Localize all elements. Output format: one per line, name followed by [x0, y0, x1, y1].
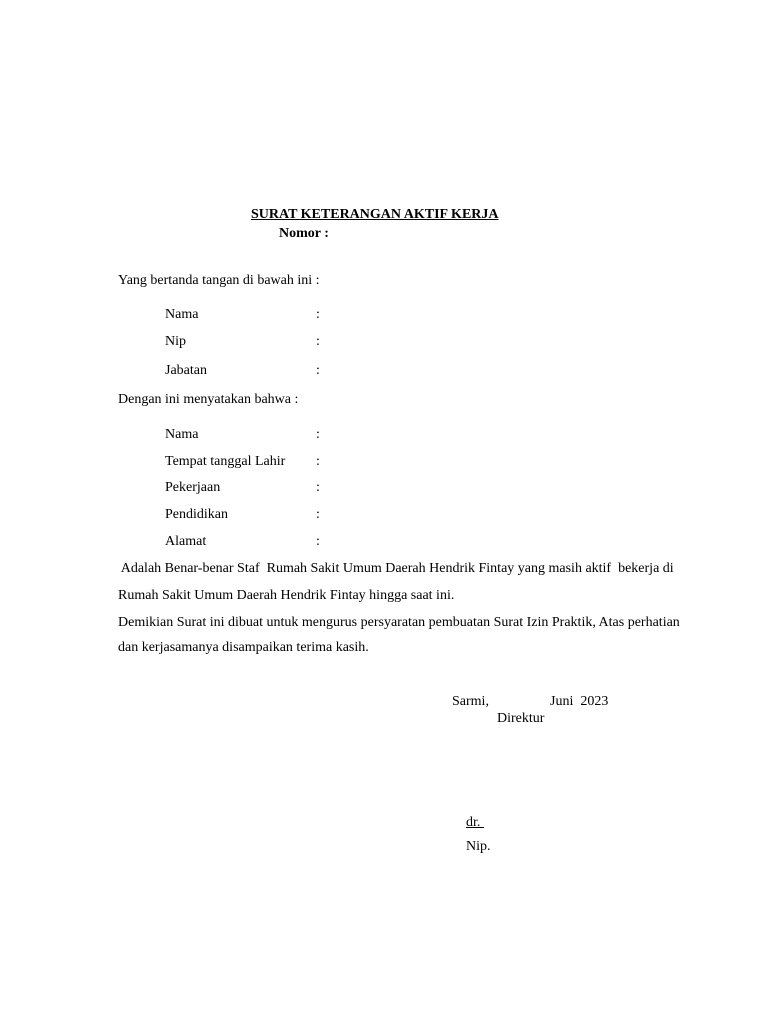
signature-place: Sarmi,	[452, 694, 489, 709]
employee-education-label: Pendidikan	[165, 507, 228, 522]
body-line-1: Adalah Benar-benar Staf Rumah Sakit Umum Daerah Hendrik Fintay yang masih aktif bekerja di	[118, 561, 674, 576]
signer-name-colon: :	[316, 307, 320, 322]
employee-birth-colon: :	[316, 454, 320, 469]
signer-position-colon: :	[316, 363, 320, 378]
signer-position-label: Jabatan	[165, 363, 207, 378]
employee-address-label: Alamat	[165, 534, 207, 549]
signature-nip: Nip.	[466, 839, 491, 854]
employee-birth-label: Tempat tanggal Lahir	[165, 454, 286, 469]
signature-name: dr.	[466, 815, 484, 830]
letter-number-label: Nomor :	[279, 226, 329, 241]
signature-position: Direktur	[497, 711, 545, 726]
employee-education-colon: :	[316, 507, 320, 522]
employee-name-label: Nama	[165, 427, 199, 442]
body-line-3: Demikian Surat ini dibuat untuk mengurus persyaratan pembuatan Surat Izin Praktik, Atas perhatian	[118, 615, 680, 630]
employee-address-colon: :	[316, 534, 320, 549]
intro-statement: Dengan ini menyatakan bahwa :	[118, 392, 299, 407]
body-line-4: dan kerjasamanya disampaikan terima kasih.	[118, 640, 369, 655]
intro-signer: Yang bertanda tangan di bawah ini :	[118, 273, 320, 288]
signer-name-label: Nama	[165, 307, 199, 322]
letter-title: SURAT KETERANGAN AKTIF KERJA	[251, 207, 499, 222]
signer-nip-label: Nip	[165, 334, 186, 349]
employee-name-colon: :	[316, 427, 320, 442]
body-line-2: Rumah Sakit Umum Daerah Hendrik Fintay hingga saat ini.	[118, 588, 455, 603]
employee-job-colon: :	[316, 480, 320, 495]
employee-job-label: Pekerjaan	[165, 480, 221, 495]
signature-date: Juni 2023	[550, 694, 609, 709]
signer-nip-colon: :	[316, 334, 320, 349]
